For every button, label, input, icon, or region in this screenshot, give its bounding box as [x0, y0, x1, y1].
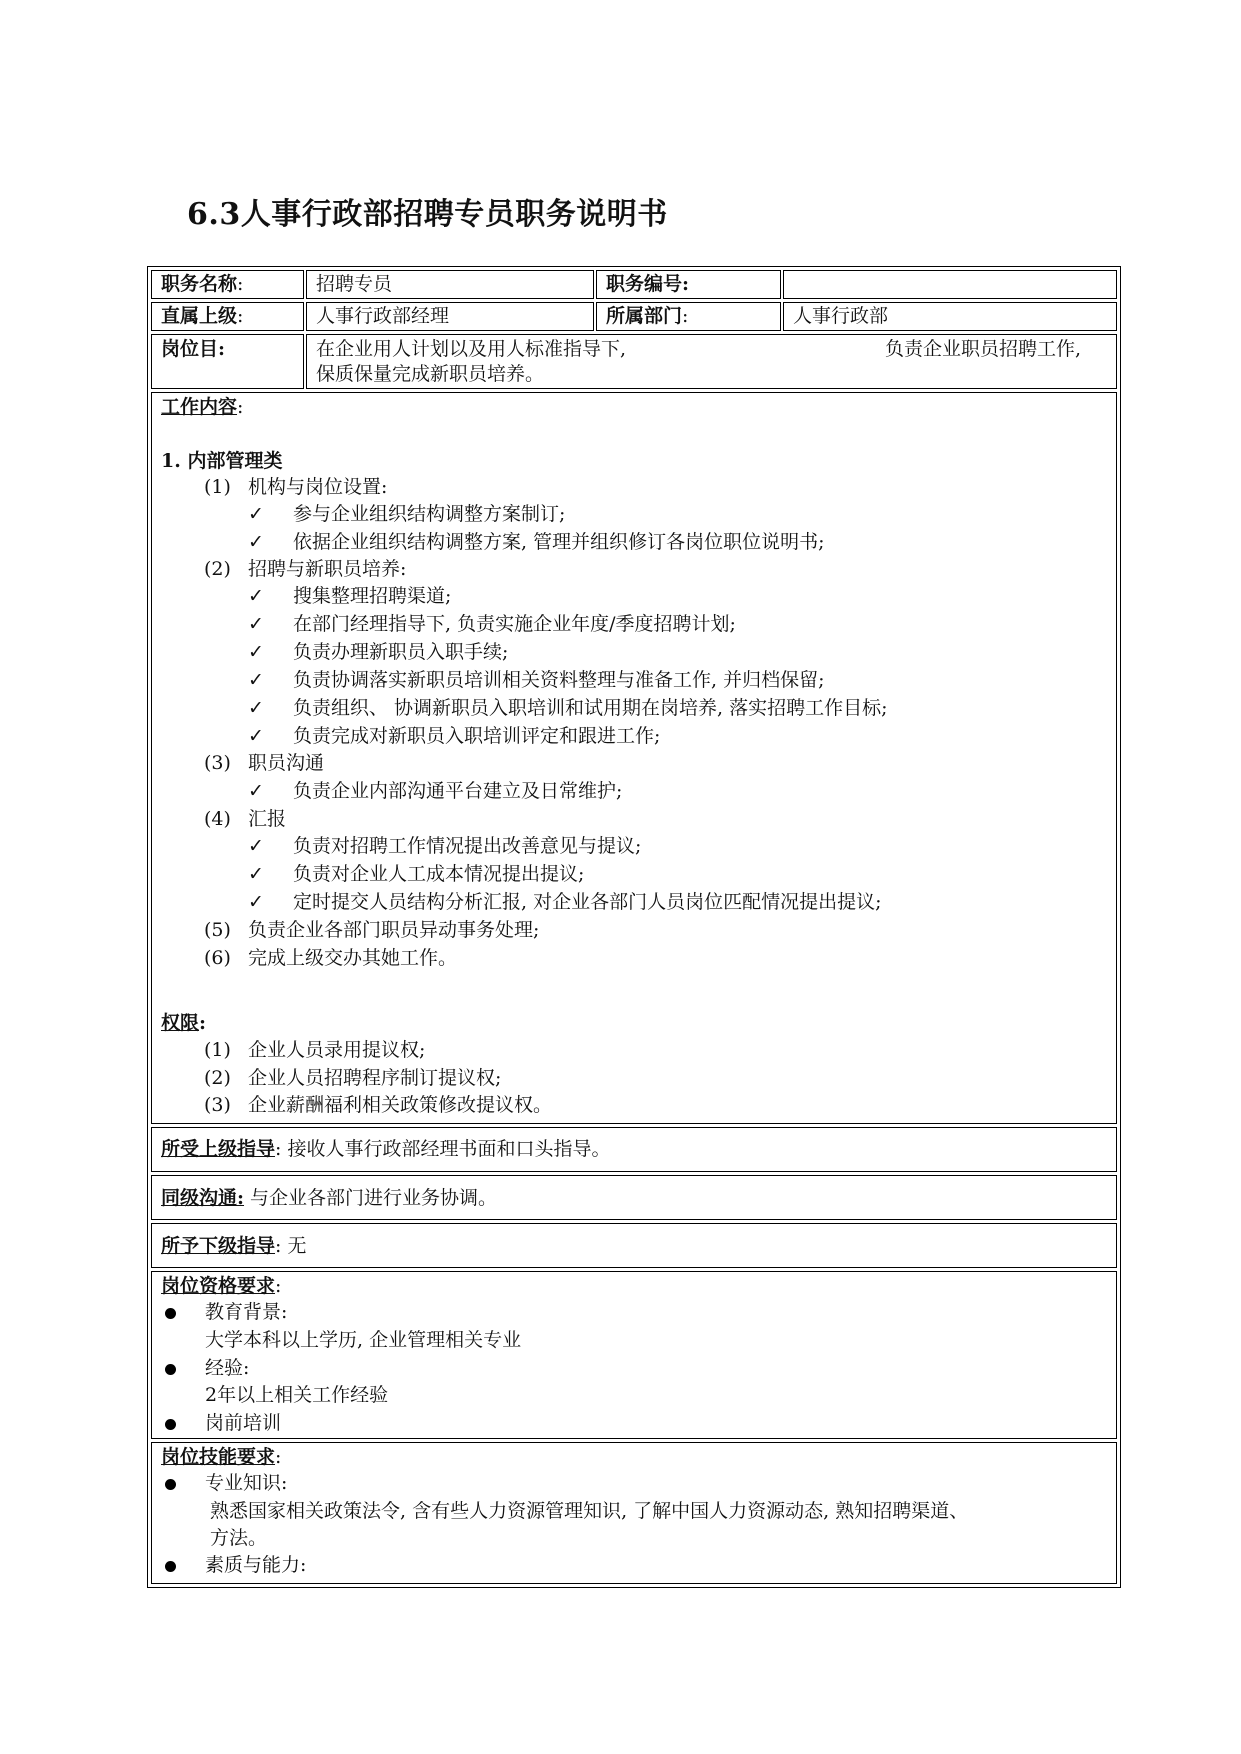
- purpose-line2: 保质保量完成新职员培养。: [316, 363, 545, 385]
- peer-row: [161, 1186, 497, 1210]
- job-name-value: 招聘专员: [316, 273, 393, 295]
- authority-num: (2): [204, 1067, 231, 1089]
- qualification-detail: 大学本科以上学历, 企业管理相关专业: [205, 1329, 522, 1351]
- skills-detail: 方法。: [210, 1527, 268, 1549]
- group-num: (4): [204, 808, 231, 830]
- list-item: 负责企业内部沟通平台建立及日常维护;: [293, 780, 623, 802]
- guidance-value: : 接收人事行政部经理书面和口头指导。: [275, 1138, 611, 1160]
- group-num: (5): [204, 919, 231, 941]
- check-icon: ✓: [248, 613, 264, 635]
- authority-item: 企业薪酬福利相关政策修改提议权。: [248, 1094, 553, 1116]
- skills-heading: 岗位技能要求: [161, 1446, 276, 1468]
- job-description-table: [147, 266, 1121, 1588]
- check-icon: ✓: [248, 697, 264, 719]
- qualification-title: 岗前培训: [205, 1412, 282, 1434]
- group-title: 机构与岗位设置:: [248, 476, 388, 498]
- cell-qualification: [151, 1271, 1117, 1439]
- superior-value: 人事行政部经理: [316, 305, 450, 327]
- check-icon: ✓: [248, 531, 264, 553]
- check-icon: ✓: [248, 863, 264, 885]
- job-name-colon: :: [237, 273, 244, 295]
- list-item: 依据企业组织结构调整方案, 管理并组织修订各岗位职位说明书;: [293, 531, 825, 553]
- group-title: 招聘与新职员培养:: [248, 558, 407, 580]
- bullet-icon: [165, 1561, 176, 1572]
- bullet-icon: [165, 1479, 176, 1490]
- qualification-heading: 岗位资格要求: [161, 1275, 276, 1297]
- authority-num: (3): [204, 1094, 231, 1116]
- qualification-detail: 2年以上相关工作经验: [205, 1384, 389, 1406]
- list-item: 负责对企业人工成本情况提出提议;: [293, 863, 585, 885]
- list-item: 搜集整理招聘渠道;: [293, 585, 452, 607]
- check-icon: ✓: [248, 503, 264, 525]
- group-title: 汇报: [248, 808, 287, 830]
- guidance-row: [161, 1137, 610, 1161]
- authority-num: (1): [204, 1039, 231, 1061]
- bullet-icon: [165, 1308, 176, 1319]
- cell-job-no-value: [783, 270, 1117, 299]
- page-title: 6.3人事行政部招聘专员职务说明书: [187, 197, 668, 232]
- subordinate-row: [161, 1234, 306, 1258]
- dept-colon: :: [682, 305, 689, 327]
- check-icon: ✓: [248, 641, 264, 663]
- peer-value: 与企业各部门进行业务协调。: [244, 1187, 498, 1209]
- skills-title: 专业知识:: [205, 1472, 288, 1494]
- subordinate-value: : 无: [275, 1235, 307, 1257]
- superior-colon: :: [237, 305, 244, 327]
- subordinate-label: 所予下级指导: [161, 1235, 276, 1257]
- work-heading: 工作内容: [161, 396, 238, 418]
- qualification-title: 经验:: [205, 1357, 250, 1379]
- skills-heading-wrap: [161, 1445, 281, 1469]
- check-icon: ✓: [248, 585, 264, 607]
- authority-heading: 权限: [161, 1012, 200, 1034]
- peer-label: 同级沟通:: [161, 1187, 245, 1209]
- purpose-label: 岗位目:: [161, 338, 226, 360]
- list-item: 负责完成对新职员入职培训评定和跟进工作;: [293, 725, 661, 747]
- guidance-label: 所受上级指导: [161, 1138, 276, 1160]
- bullet-icon: [165, 1419, 176, 1430]
- superior-label-wrap: [161, 304, 243, 328]
- authority-item: 企业人员招聘程序制订提议权;: [248, 1067, 502, 1089]
- bullet-icon: [165, 1364, 176, 1375]
- group-title: 完成上级交办其她工作。: [248, 947, 458, 969]
- authority-item: 企业人员录用提议权;: [248, 1039, 426, 1061]
- list-item: 负责办理新职员入职手续;: [293, 641, 509, 663]
- job-name-label: 职务名称: [161, 273, 238, 295]
- skills-colon: :: [275, 1446, 282, 1468]
- qualification-heading-wrap: [161, 1274, 281, 1298]
- check-icon: ✓: [248, 669, 264, 691]
- work-heading-wrap: [161, 395, 243, 419]
- skills-title: 素质与能力:: [205, 1554, 307, 1576]
- dept-label-wrap: [606, 304, 688, 328]
- dept-value: 人事行政部: [793, 305, 889, 327]
- list-item: 参与企业组织结构调整方案制订;: [293, 503, 566, 525]
- section-internal-management: 1. 内部管理类: [161, 450, 283, 472]
- group-num: (1): [204, 476, 231, 498]
- list-item: 定时提交人员结构分析汇报, 对企业各部门人员岗位匹配情况提出提议;: [293, 891, 882, 913]
- superior-label: 直属上级: [161, 305, 238, 327]
- skills-detail: 熟悉国家相关政策法令, 含有些人力资源管理知识, 了解中国人力资源动态, 熟知招聘渠道、: [210, 1500, 969, 1522]
- group-num: (3): [204, 752, 231, 774]
- check-icon: ✓: [248, 891, 264, 913]
- authority-heading-wrap: [161, 1011, 206, 1035]
- check-icon: ✓: [248, 780, 264, 802]
- qualification-colon: :: [275, 1275, 282, 1297]
- group-num: (2): [204, 558, 231, 580]
- job-name-label-wrap: [161, 272, 243, 296]
- group-title: 负责企业各部门职员异动事务处理;: [248, 919, 540, 941]
- purpose-line1-right: 负责企业职员招聘工作,: [885, 338, 1082, 360]
- check-icon: ✓: [248, 725, 264, 747]
- list-item: 负责对招聘工作情况提出改善意见与提议;: [293, 835, 642, 857]
- group-num: (6): [204, 947, 231, 969]
- dept-label: 所属部门: [606, 305, 683, 327]
- group-title: 职员沟通: [248, 752, 325, 774]
- purpose-line1-left: 在企业用人计划以及用人标准指导下,: [316, 338, 627, 360]
- list-item: 负责组织、 协调新职员入职培训和试用期在岗培养, 落实招聘工作目标;: [293, 697, 888, 719]
- list-item: 负责协调落实新职员培训相关资料整理与准备工作, 并归档保留;: [293, 669, 825, 691]
- work-heading-colon: :: [237, 396, 244, 418]
- list-item: 在部门经理指导下, 负责实施企业年度/季度招聘计划;: [293, 613, 736, 635]
- qualification-title: 教育背景:: [205, 1301, 288, 1323]
- check-icon: ✓: [248, 835, 264, 857]
- authority-colon: :: [199, 1012, 207, 1034]
- job-no-label: 职务编号:: [606, 273, 690, 295]
